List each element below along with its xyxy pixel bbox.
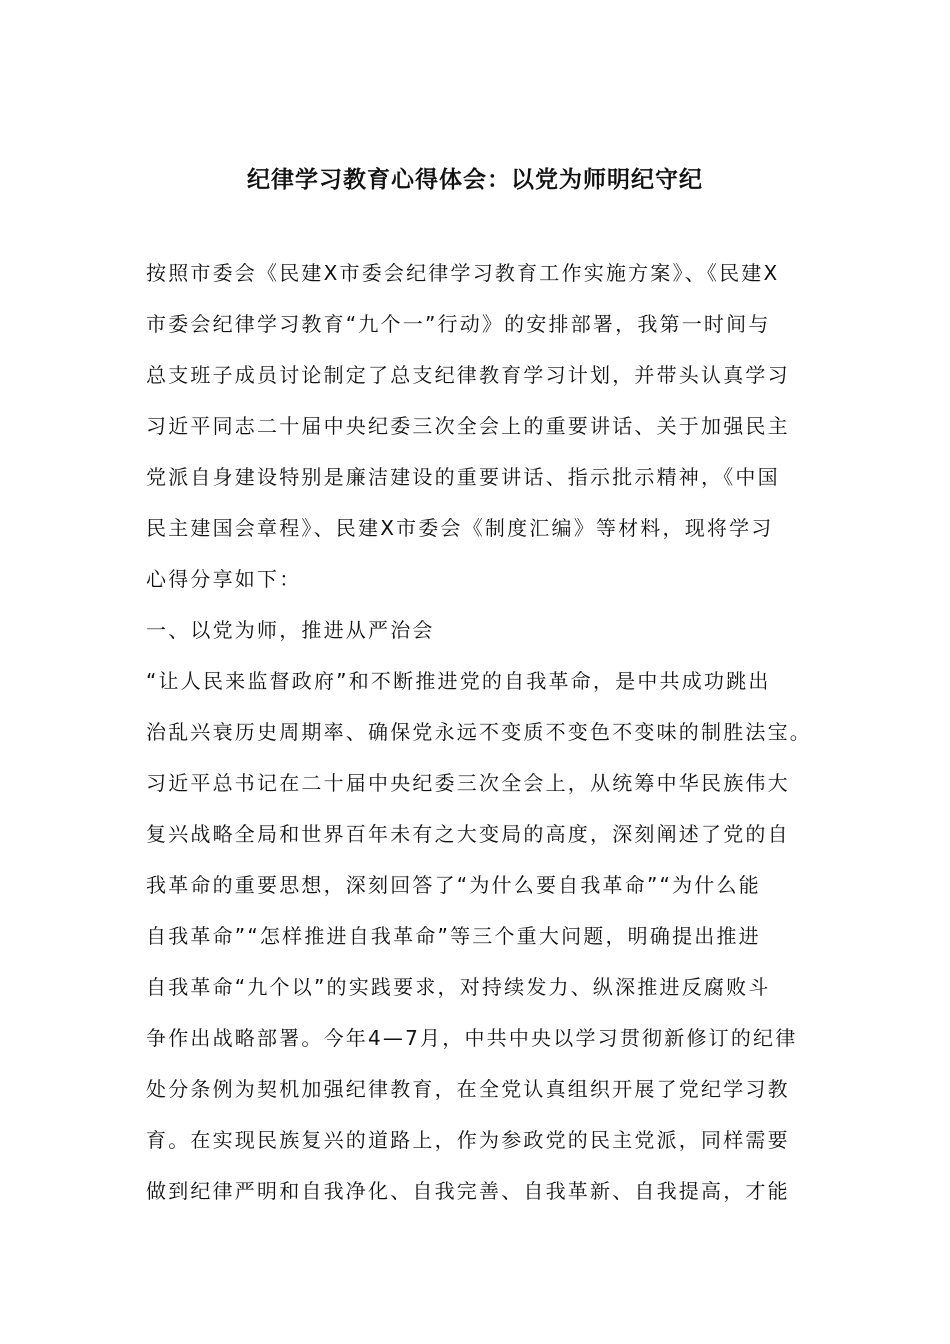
body-line: 治乱兴衰历史周期率、确保党永远不变质不变色不变味的制胜法宝。 <box>146 720 812 744</box>
body-line: 我革命的重要思想，深刻回答了“为什么要自我革命”“为什么能 <box>146 873 761 897</box>
body-line: 复兴战略全局和世界百年未有之大变局的高度，深刻阐述了党的自 <box>146 822 790 846</box>
body-line: 处分条例为契机加强纪律教育，在全党认真组织开展了党纪学习教 <box>146 1077 790 1101</box>
body-line: 总支班子成员讨论制定了总支纪律教育学习计划，并带头认真学习 <box>146 363 790 387</box>
body-line: 自我革命”“怎样推进自我革命”等三个重大问题，明确提出推进 <box>146 924 761 948</box>
body-line: “让人民来监督政府”和不断推进党的自我革命，是中共成功跳出 <box>146 669 771 693</box>
document-title: 纪律学习教育心得体会：以党为师明纪守纪 <box>247 167 703 193</box>
body-line: 按照市委会《民建X市委会纪律学习教育工作实施方案》、《民建X <box>146 261 780 285</box>
section-heading: 一、以党为师，推进从严治会 <box>146 618 435 642</box>
body-line: 习近平同志二十届中央纪委三次全会上的重要讲话、关于加强民主 <box>146 414 790 438</box>
body-line: 市委会纪律学习教育“九个一”行动》的安排部署，我第一时间与 <box>146 312 771 336</box>
body-line: 民主建国会章程》、民建X市委会《制度汇编》等材料，现将学习 <box>146 516 774 540</box>
document-body <box>146 248 812 1217</box>
body-line: 育。在实现民族复兴的道路上，作为参政党的民主党派，同样需要 <box>146 1128 790 1152</box>
body-line: 争作出战略部署。今年4—7月，中共中央以学习贯彻新修订的纪律 <box>146 1026 798 1050</box>
body-line: 党派自身建设特别是廉洁建设的重要讲话、指示批示精神，《中国 <box>146 465 780 489</box>
body-line: 做到纪律严明和自我净化、自我完善、自我革新、自我提高，才能 <box>146 1179 790 1203</box>
body-line: 习近平总书记在二十届中央纪委三次全会上，从统筹中华民族伟大 <box>146 771 790 795</box>
body-line: 自我革命“九个以”的实践要求，对持续发力、纵深推进反腐败斗 <box>146 975 771 999</box>
body-line: 心得分享如下： <box>146 567 302 591</box>
